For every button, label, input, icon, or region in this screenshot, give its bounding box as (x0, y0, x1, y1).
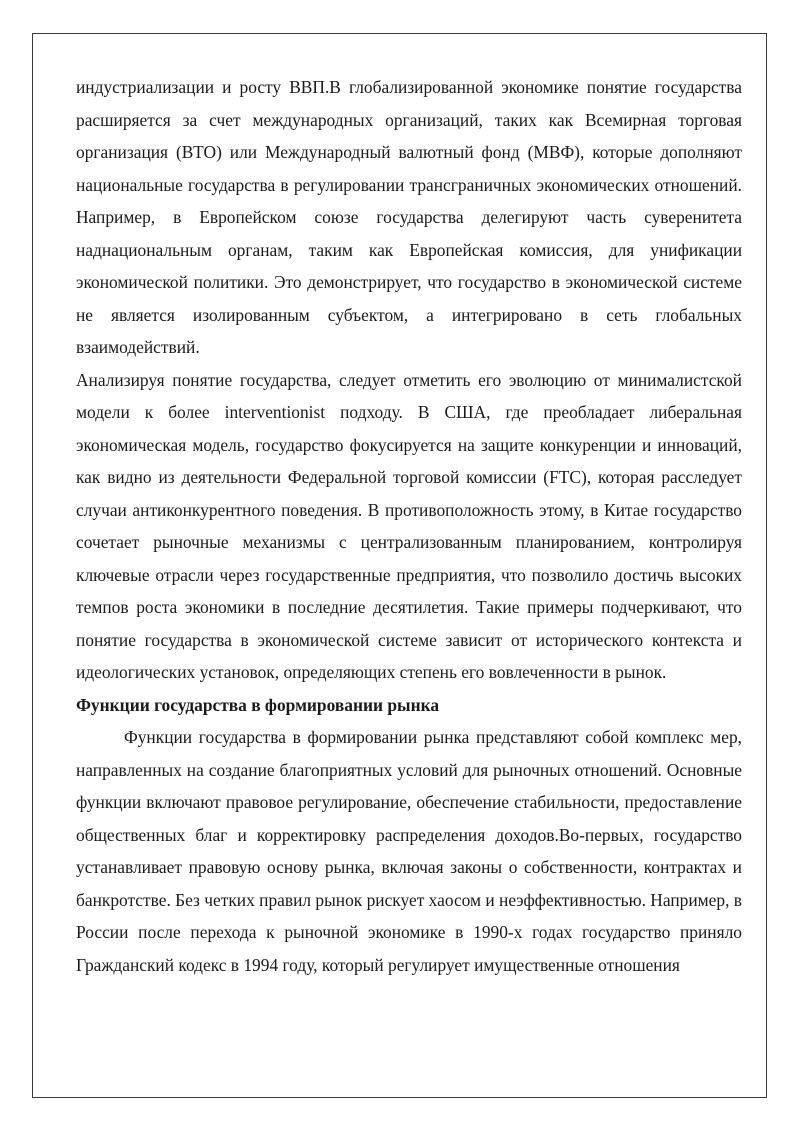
document-body (76, 71, 742, 981)
paragraph-state-functions: Функции государства в формировании рынка представляют собой комплекс мер, направленных на создание благоприятных условий для рыночных отношений. Основные функции включают правовое регулирование, обеспечение стабильности, предоставление общественных благ и корректировку распределения доходов.Во-первых, государство устанавливает правовую основу рынка, включая законы о собственности, контрактах и банкротстве. Без четких правил рынок рискует хаосом и неэффективностью. Например, в России после перехода к рыночной экономике в 1990-х годах государство приняло Гражданский кодекс в 1994 году, который регулирует имущественные отношения (76, 727, 742, 975)
paragraph-state-evolution: Анализируя понятие государства, следует отметить его эволюцию от минималистской модели к более interventionist подходу. В США, где преобладает либеральная экономическая модель, государство фокусируется на защите конкуренции и инноваций, как видно из деятельности Федеральной торговой комиссии (FTC), которая расследует случаи антиконкурентного поведения. В противоположность этому, в Китае государство сочетает рыночные механизмы с централизованным планированием, контролируя ключевые отрасли через государственные предприятия, что позволило достичь высоких темпов роста экономики в последние десятилетия. Такие примеры подчеркивают, что понятие государства в экономической системе зависит от исторического контекста и идеологических установок, определяющих степень его вовлеченности в рынок. (76, 369, 742, 682)
paragraph-globalization: индустриализации и росту ВВП.В глобализированной экономике понятие государства расширяется за счет международных организаций, таких как Всемирная торговая организация (ВТО) или Международный валютный фонд (МВФ), которые дополняют национальные государства в регулировании трансграничных экономических отношений. Например, в Европейском союзе государства делегируют часть суверенитета наднациональным органам, таким как Европейская комиссия, для унификации экономической политики. Это демонстрирует, что государство в экономической системе не является изолированным субъектом, а интегрировано в сеть глобальных взаимодействий. (76, 77, 742, 357)
section-heading: Функции государства в формировании рынка (76, 694, 440, 715)
